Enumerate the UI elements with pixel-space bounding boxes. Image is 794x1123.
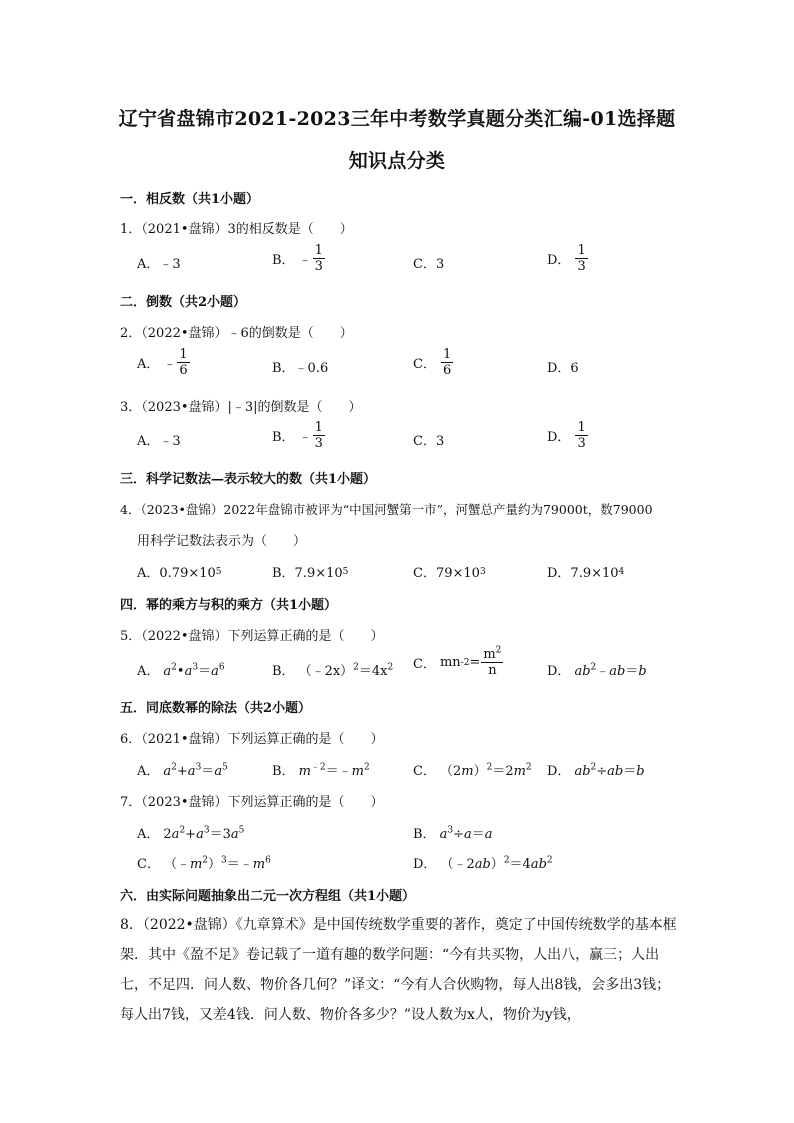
question-4-stem-line1: 4．（2023•盘锦）2022年盘锦市被评为“中国河蟹第一市”，河蟹总产量约为79000t，数79000: [120, 502, 653, 517]
q1-option-d: [547, 244, 589, 273]
q7-option-a: [137, 823, 244, 842]
q2-option-b: B．﹣0.6: [272, 361, 329, 376]
minus-sign: ﹣: [298, 253, 312, 268]
option-label: C．: [413, 357, 436, 372]
denominator: 3: [314, 259, 323, 274]
option-label: C．: [413, 657, 436, 672]
math-expression: $a^3\div a=a$: [439, 825, 493, 842]
q6-option-d: [547, 760, 645, 779]
question-1-stem: 1．（2021•盘锦）3的相反数是（ ）: [120, 222, 353, 237]
fraction: [177, 348, 189, 377]
q5-option-a: [137, 660, 225, 679]
question-8-stem: 8．（2022•盘锦）《九章算术》是中国传统数学重要的著作，奠定了中国传统数学的基本框架．其中《盈不足》卷记载了一道有趣的数学问题：“今有共买物，人出八，赢三；人出七，不足四．问人数、物价各几何？”译文：“今有人合伙购物，每人出8钱，会多出3钱；每人出7钱，又差4钱．问人数、物价各多少？”设人数为x人，物价为y钱，: [120, 917, 677, 1023]
section-heading-5: 五．同底数幂的除法（共2小题）: [120, 701, 312, 716]
denominator: 3: [314, 436, 323, 451]
option-text: A．0.79×10: [137, 566, 216, 581]
fraction: [481, 645, 503, 678]
option-label: A．: [137, 357, 160, 372]
fraction: [575, 244, 587, 273]
q7-option-c: [137, 853, 271, 872]
q1-option-a: A．﹣3: [137, 257, 181, 272]
q2-option-c: [413, 348, 454, 377]
option-label: B．: [272, 764, 295, 779]
option-label: B．: [413, 827, 436, 842]
q6-option-a: [137, 760, 228, 779]
question-5-stem: 5．（2022•盘锦）下列运算正确的是（ ）: [120, 629, 384, 644]
document-subtitle: 知识点分类: [348, 150, 446, 172]
q6-option-c: [413, 760, 532, 779]
denominator: 6: [442, 363, 452, 378]
question-4-stem-line2: 用科学记数法表示为（ ）: [137, 534, 307, 549]
fraction: [313, 244, 325, 273]
option-label: D．: [547, 430, 571, 445]
minus-sign: ﹣: [163, 357, 177, 372]
question-7-stem: 7．（2023•盘锦）下列运算正确的是（ ）: [120, 795, 384, 810]
math-expression: $m^{﹣2}=﹣m^2$: [298, 762, 370, 779]
question-6-stem: 6．（2021•盘锦）下列运算正确的是（ ）: [120, 732, 384, 747]
math-expression: $(﹣2ab)^2=4ab^2$: [440, 855, 553, 872]
math-expression: mn -2 = $\frac{m^2}{n}$: [439, 645, 502, 678]
option-label: A．: [137, 664, 160, 679]
term: mn: [439, 655, 461, 670]
section-heading-2: 二．倒数（共2小题）: [120, 295, 247, 310]
q4-option-b: B．7.9×10 5: [272, 562, 348, 581]
q4-option-c: C．79×10 3: [413, 562, 486, 581]
q3-option-d: [547, 421, 589, 450]
option-label: D．: [547, 664, 571, 679]
math-expression: $a^2•a^3=a^6$: [163, 662, 225, 679]
fraction: [313, 421, 325, 450]
option-label: D．: [413, 857, 437, 872]
q5-option-b: [272, 660, 393, 679]
q1-option-b: [272, 244, 326, 273]
numerator: 1: [314, 420, 323, 435]
numerator: 1: [577, 243, 586, 258]
q6-option-b: [272, 760, 370, 779]
option-label: C．: [137, 857, 160, 872]
option-label: A．: [137, 827, 160, 842]
math-expression: $ab^2﹣ab=b$: [574, 662, 647, 679]
denominator: 3: [577, 259, 586, 274]
option-text: D．7.9×10: [547, 566, 619, 581]
q4-option-a: A．0.79×10 5: [137, 562, 222, 581]
option-label: C．: [413, 764, 436, 779]
option-label: B．: [272, 253, 295, 268]
q3-option-c: C．3: [413, 434, 445, 449]
equals: =: [469, 655, 481, 670]
numerator: 1: [179, 347, 188, 362]
option-label: D．: [547, 253, 571, 268]
numerator: $m^2$: [483, 645, 502, 662]
section-heading-4: 四．幂的乘方与积的乘方（共1小题）: [120, 598, 338, 613]
q5-option-d: [547, 660, 647, 679]
q2-option-a: [137, 348, 191, 377]
q7-option-b: [413, 823, 493, 842]
section-heading-6: 六．由实际问题抽象出二元一次方程组（共1小题）: [120, 889, 416, 904]
math-expression: $(﹣2x)^2=4x^2$: [298, 662, 394, 679]
option-text: C．79×10: [413, 566, 480, 581]
minus-sign: ﹣: [298, 430, 312, 445]
q3-option-b: [272, 421, 326, 450]
numerator: 1: [442, 347, 452, 362]
denominator: n: [488, 663, 497, 678]
option-text: B．7.9×10: [272, 566, 343, 581]
fraction: [575, 421, 587, 450]
option-label: D．: [547, 764, 571, 779]
denominator: 6: [179, 363, 188, 378]
q7-option-d: [413, 853, 553, 872]
math-expression: $a^2+a^3=a^5$: [163, 762, 228, 779]
question-3-stem: 3．（2023•盘锦）|﹣3|的倒数是（ ）: [120, 400, 362, 415]
q2-option-d: D．6: [547, 361, 579, 376]
math-expression: $(2m)^2=2m^2$: [439, 762, 532, 779]
q1-option-c: C．3: [413, 257, 445, 272]
option-label: B．: [272, 430, 295, 445]
denominator: 3: [577, 436, 586, 451]
section-heading-3: 三．科学记数法—表示较大的数（共1小题）: [120, 472, 377, 487]
math-expression: $ab^2\div ab=b$: [574, 762, 645, 779]
math-expression: $(﹣m^2)^3=﹣m^6$: [163, 855, 271, 872]
question-2-stem: 2．（2022•盘锦）﹣6的倒数是（ ）: [120, 326, 353, 341]
document-title: 辽宁省盘锦市2021-2023三年中考数学真题分类汇编-01选择题: [118, 108, 676, 130]
option-label: B．: [272, 664, 295, 679]
section-heading-1: 一．相反数（共1小题）: [120, 192, 260, 207]
option-label: A．: [137, 764, 160, 779]
fraction: [441, 348, 453, 377]
numerator: 1: [314, 243, 323, 258]
math-expression: $2a^2+a^3=3a^5$: [163, 825, 245, 842]
numerator: 1: [577, 420, 586, 435]
q4-option-d: D．7.9×10 4: [547, 562, 624, 581]
q5-option-c: [413, 645, 504, 678]
q3-option-a: A．﹣3: [137, 434, 181, 449]
